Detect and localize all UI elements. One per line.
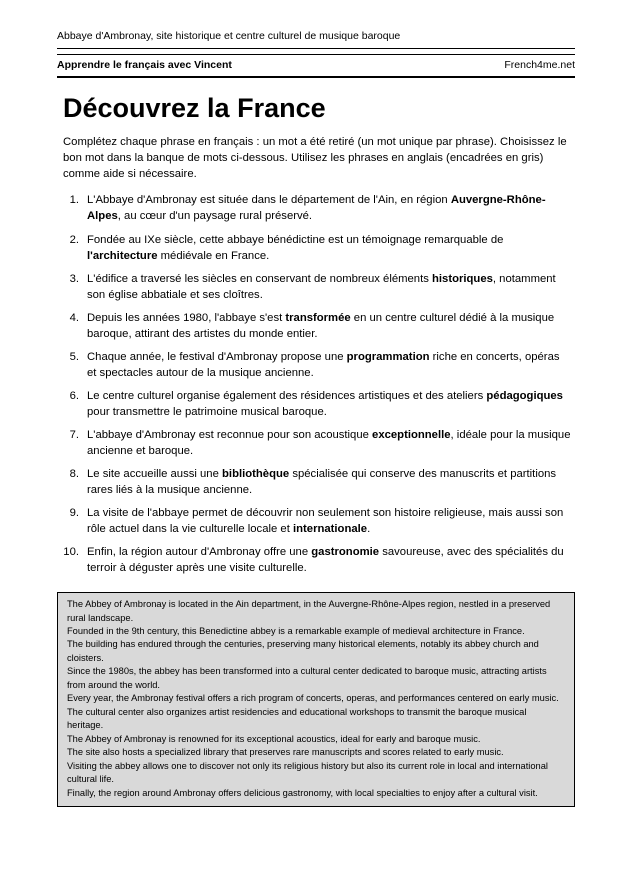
sentence-post: pour transmettre le patrimoine musical baroque. [87,405,327,418]
exercise-item [57,388,575,420]
sentence-text [87,232,575,264]
sentence-pre: L'édifice a traversé les siècles en conservant de nombreux éléments [87,272,433,285]
sentence-post: , notamment son église abbatiale et ses cloîtres. [87,272,556,301]
english-line: Since the 1980s, the abbey has been transformed into a cultural center dedicated to baroque music, attracting artists from around the world. [67,666,547,690]
sentence-text [87,388,575,420]
english-line: The Abbey of Ambronay is renowned for its exceptional acoustics, ideal for early and baroque music. [67,733,481,744]
exercise-item [57,544,575,576]
english-line: Visiting the abbey allows one to discover not only its religious history but also its current role in local and international cultural life. [67,760,548,785]
answer-word: Auvergne-Rhône-Alpes [87,194,546,223]
sentence-pre: L'abbaye d'Ambronay est reconnue pour son acoustique [87,428,373,441]
answer-word: programmation [346,350,430,363]
item-number: 5. [69,350,79,363]
sentence-post: savoureuse, avec des spécialités du terroir à déguster après une visite culturelle. [87,546,564,575]
item-number: 3. [69,272,79,285]
exercise-item [57,427,575,459]
sentence-pre: Fondée au IXe siècle, cette abbaye bénédictine est un témoignage remarquable de [87,233,504,246]
sentence-text [87,310,575,342]
item-number: 1. [69,194,79,207]
english-line: Founded in the 9th century, this Benedictine abbey is a remarkable example of medieval architecture in France. [67,626,525,636]
sentence-post: , au cœur d'un paysage rural préservé. [117,210,313,223]
answer-word: internationale [292,522,368,535]
brand-bar [57,54,575,78]
sentence-text [87,271,575,303]
brand-website: French4me.net [504,59,575,71]
sentence-post: , idéale pour la musique ancienne et baroque. [87,428,571,457]
item-number: 6. [69,389,79,402]
exercise-item [57,310,575,342]
english-line: The building has endured through the centuries, preserving many historical elements, notably its abbey church and cloisters. [67,639,539,663]
sentence-pre: Depuis les années 1980, l'abbaye s'est [87,311,286,324]
english-line: Every year, the Ambronay festival offers a rich program of concerts, operas, and performances centered on early music. [67,693,559,704]
answer-word: l'architecture [87,249,158,262]
brand-title: Apprendre le français avec Vincent [57,59,232,71]
sentence-pre: Enfin, la région autour d'Ambronay offre une [87,546,312,558]
item-number: 4. [69,311,79,324]
sentence-text [87,544,575,576]
exercise-item [57,466,575,498]
sentence-pre: Le site accueille aussi une [87,467,223,480]
english-line: The site also hosts a specialized library that preserves rare manuscripts and scores related to early music. [67,747,504,758]
exercise-list [57,192,575,576]
item-number: 10. [63,546,79,558]
sentence-pre: La visite de l'abbaye permet de découvrir non seulement son histoire religieuse, mais aussi son rôle actuel dans la vie culturelle locale et [87,506,564,535]
sentence-pre: L'Abbaye d'Ambronay est située dans le département de l'Ain, en région [87,194,451,207]
item-number: 9. [69,506,79,519]
instructions-text: Complétez chaque phrase en français : un mot a été retiré (un mot unique par phrase). Choisissez le bon mot dans la banque de mots ci-dessous. Utilisez les phrases en anglais (encadrées en gris) comme aide si nécessaire. [63,136,567,180]
sentence-text [87,505,575,537]
answer-word: pédagogiques [486,389,563,402]
exercise-item [57,505,575,537]
sentence-pre: Chaque année, le festival d'Ambronay propose une [87,350,347,363]
sentence-pre: Le centre culturel organise également des résidences artistiques et des ateliers [87,389,487,402]
english-help-box [57,592,575,807]
item-number: 7. [69,428,79,441]
sentence-text [87,466,575,498]
item-number: 2. [69,233,79,246]
answer-word: gastronomie [311,546,380,558]
exercise-item [57,349,575,381]
english-line: The cultural center also organizes artist residencies and educational workshops to transmit the baroque musical heritage. [67,706,527,731]
document-subtitle: Abbaye d'Ambronay, site historique et centre culturel de musique baroque [57,30,575,49]
answer-word: transformée [285,311,351,324]
answer-word: bibliothèque [222,467,290,480]
english-line: The Abbey of Ambronay is located in the Ain department, in the Auvergne-Rhône-Alpes region, nestled in a preserved rural landscape. [67,599,551,623]
exercise-item [57,192,575,224]
sentence-text [87,349,575,381]
item-number: 8. [69,467,79,480]
sentence-text [87,427,575,459]
sentence-text [87,192,575,224]
sentence-post: en un centre culturel dédié à la musique baroque, attirant des artistes du monde entier. [87,311,555,340]
sentence-post: riche en concerts, opéras et spectacles autour de la musique ancienne. [87,350,560,379]
exercise-item [57,271,575,303]
answer-word: exceptionnelle [372,428,451,441]
answer-word: historiques [432,272,493,285]
sentence-post: . [367,522,371,535]
exercise-item [57,232,575,264]
sentence-post: médiévale en France. [157,249,270,262]
page-title: Découvrez la France [63,93,326,123]
english-line: Finally, the region around Ambronay offers delicious gastronomy, with local specialties to enjoy after a cultural visit. [67,787,538,798]
sentence-post: spécialisée qui conserve des manuscrits et partitions rares liés à la musique ancienne. [87,467,557,496]
